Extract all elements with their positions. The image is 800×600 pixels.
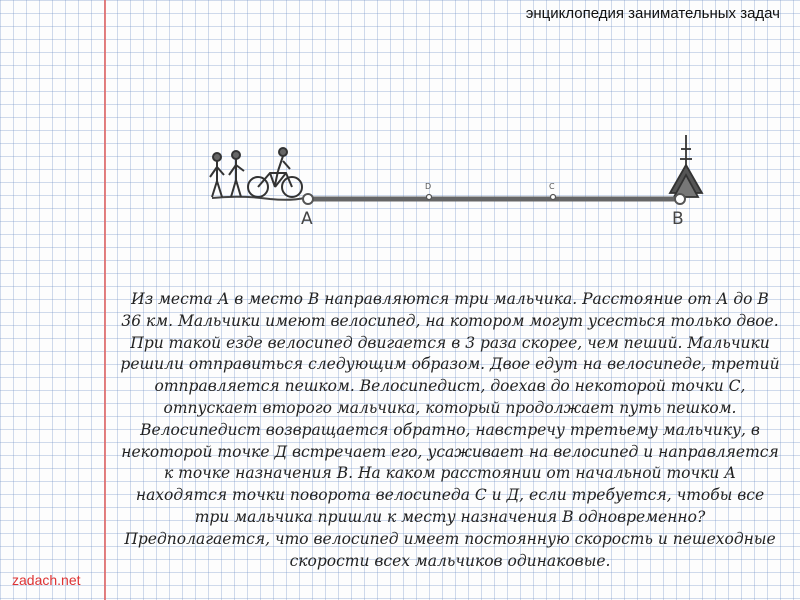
site-link[interactable]: zadach.net: [12, 572, 81, 588]
point-a-label: A: [301, 209, 313, 229]
point-a-marker: [303, 194, 313, 204]
boy-figure-1: [210, 153, 224, 197]
point-b-marker: [675, 194, 685, 204]
problem-text: Из места А в место В направляются три мальчика. Расстояние от А до В 36 км. Мальчики имеют велосипед, на котором могут усесться только двое. При такой езде велосипед двигается в 3 раза скорее, чем пеший. Мальчики решили отправиться следующим образом. Двое едут на велосипеде, третий отправляется пешком. Велосипедист, доехав до некоторой точки С, отпускает второго мальчика, который продолжает путь пешком. Велосипедист возвращается обратно, навстречу третьему мальчику, в некоторой точке Д встречает его, усаживает на велосипед и направляется к точке назначения В. На каком расстоянии от начальной точки А находятся точки поворота велосипеда С и Д, если требуется, чтобы все три мальчика пришли к месту назначения В одновременно? Предполагается, что велосипед имеет постоянную скорость и пешеходные скорости всех мальчиков одинаковые.: [120, 290, 780, 570]
point-b-label: B: [672, 209, 684, 229]
route-illustration: [200, 125, 720, 235]
point-c-marker: [551, 195, 556, 200]
point-d-label: D: [425, 182, 432, 191]
boy-figure-2: [229, 151, 244, 197]
tree-figure: [670, 135, 702, 197]
site-title: энциклопедия занимательных задач: [525, 5, 780, 22]
cyclist-figure: [248, 148, 302, 197]
point-c-label: C: [549, 182, 555, 191]
notebook-margin-line: [104, 0, 106, 600]
point-d-marker: [427, 195, 432, 200]
